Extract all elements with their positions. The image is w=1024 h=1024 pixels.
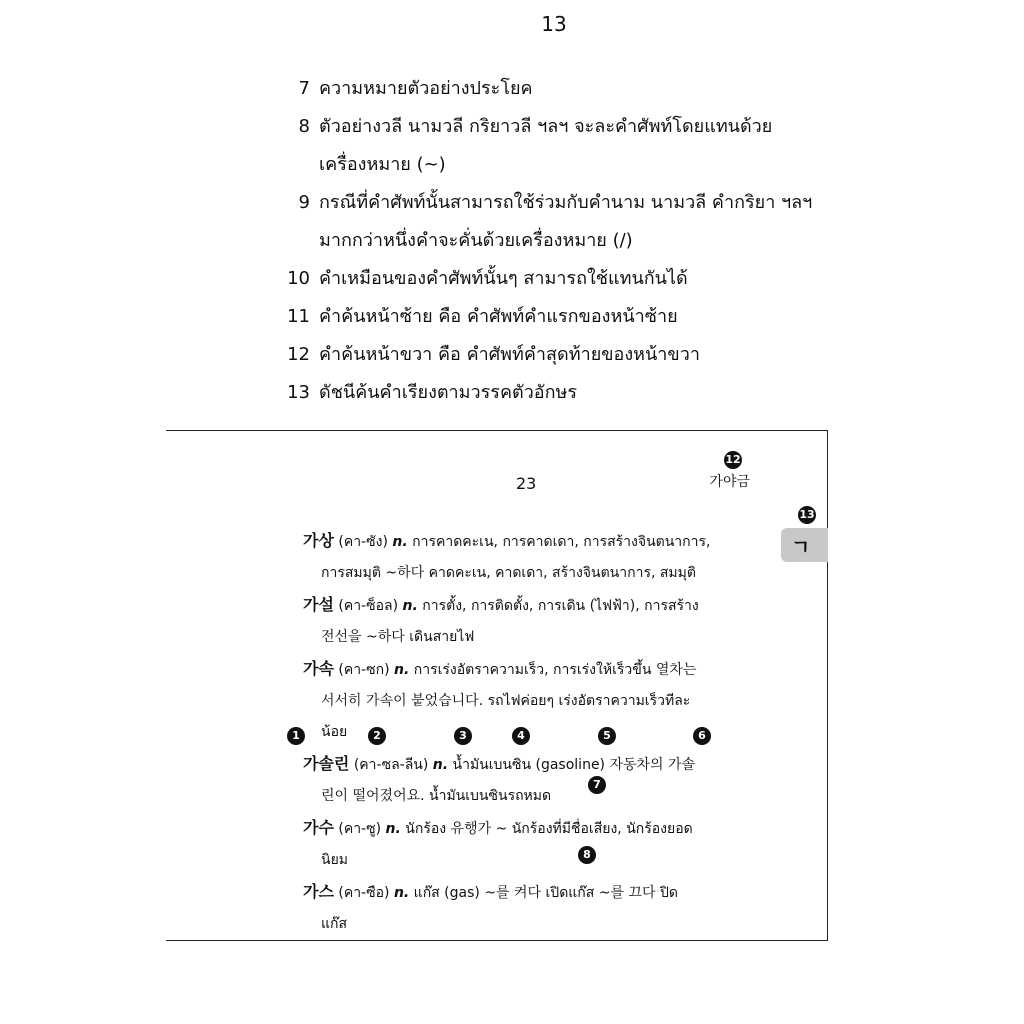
headword: 가솔린 [303, 754, 350, 773]
definition: แก๊ส (gas) ~를 켜다 เปิดแก๊ส ~를 끄다 ปิด [409, 885, 678, 901]
callout-badge-7: 7 [588, 776, 606, 794]
headword: 가수 [303, 818, 334, 837]
pronunciation: (คา-ซ็อล) [333, 598, 403, 614]
legend-text: ตัวอย่างวลี นามวลี กริยาวลี ฯลฯ จะละคำศัพท์โดยแทนด้วย เครื่องหมาย (~) [319, 116, 773, 175]
part-of-speech: n. [432, 757, 449, 773]
page-number: 13 [541, 12, 567, 36]
legend-number: 10 [287, 268, 310, 289]
legend-item [272, 70, 832, 108]
legend-text: ความหมายตัวอย่างประโยค [319, 78, 533, 99]
legend-item [272, 108, 832, 184]
legend-number: 9 [298, 192, 310, 213]
part-of-speech: n. [394, 662, 410, 678]
pronunciation: (คา-ซัง) [333, 534, 393, 550]
dictionary-entry [303, 525, 753, 589]
legend-item [272, 374, 832, 412]
callout-badge-12: 12 [724, 451, 742, 469]
legend-number: 12 [287, 344, 310, 365]
legend-number: 8 [298, 116, 310, 137]
legend-text: คำเหมือนของคำศัพท์นั้นๆ สามารถใช้แทนกันได้ [319, 268, 688, 289]
pronunciation: (คา-ซก) [333, 662, 395, 678]
part-of-speech: n. [402, 598, 418, 614]
dictionary-entry [303, 812, 753, 876]
callout-badge-8: 8 [578, 846, 596, 864]
callout-badge-6: 6 [693, 727, 711, 745]
definition: น้ำมันเบนซิน (gasoline) 자동차의 가솔 [448, 757, 696, 773]
callout-badge-2: 2 [368, 727, 386, 745]
definition: การตั้ง, การติดตั้ง, การเดิน (ไฟฟ้า), การสร้าง [417, 598, 699, 614]
index-tab [781, 528, 828, 562]
legend-item [272, 298, 832, 336]
definition-continuation: นิยม [321, 852, 349, 868]
definition: การคาดคะเน, การคาดเดา, การสร้างจินตนาการ, [407, 534, 711, 550]
definition: นักร้อง 유행가 ~ นักร้องที่มีชื่อเสียง, นักร้องยอด [400, 821, 693, 837]
callout-badge-13: 13 [798, 506, 816, 524]
callout-badge-3: 3 [454, 727, 472, 745]
legend-number: 7 [298, 78, 310, 99]
part-of-speech: n. [393, 885, 410, 901]
dictionary-entry [303, 748, 753, 812]
legend-text: ดัชนีค้นคำเรียงตามวรรคตัวอักษร [319, 382, 578, 403]
callout-badge-4: 4 [512, 727, 530, 745]
legend-item [272, 184, 832, 260]
dictionary-entry [303, 653, 753, 748]
definition-continuation: 전선을 ~하다 เดินสายไฟ [321, 629, 475, 645]
legend-number: 13 [287, 382, 310, 403]
headword: 가상 [303, 531, 334, 550]
part-of-speech: n. [385, 821, 401, 837]
part-of-speech: n. [392, 534, 408, 550]
legend-text: คำค้นหน้าขวา คือ คำศัพท์คำสุดท้ายของหน้าขวา [319, 344, 700, 365]
dictionary-entries [303, 525, 753, 940]
headword: 가스 [303, 882, 334, 901]
definition-continuation: แก๊ส [321, 916, 348, 932]
headword: 가속 [303, 659, 334, 678]
guide-word: 가야금 [709, 474, 750, 490]
dictionary-entry [303, 589, 753, 653]
pronunciation: (คา-ซล-ลีน) [349, 757, 433, 773]
headword: 가설 [303, 595, 334, 614]
legend-list [272, 70, 832, 412]
definition: การเร่งอัตราความเร็ว, การเร่งให้เร็วขึ้น 열차는 [409, 662, 697, 678]
definition-continuation: การสมมุติ ~하다 คาดคะเน, คาดเดา, สร้างจินตนาการ, สมมุติ [321, 565, 696, 581]
definition-continuation: น้อย [321, 724, 348, 740]
legend-number: 11 [287, 306, 310, 327]
dictionary-entry [303, 876, 753, 940]
pronunciation: (คา-ซู) [333, 821, 386, 837]
callout-badge-1: 1 [287, 727, 305, 745]
sample-page-number: 23 [516, 474, 537, 493]
definition-continuation: 린이 떨어졌어요. น้ำมันเบนซินรถหมด [321, 788, 552, 804]
legend-text: คำค้นหน้าซ้าย คือ คำศัพท์คำแรกของหน้าซ้าย [319, 306, 678, 327]
legend-item [272, 260, 832, 298]
callout-badge-5: 5 [598, 727, 616, 745]
definition-continuation: 서서히 가속이 붙었습니다. รถไฟค่อยๆ เร่งอัตราความเร็วทีละ [321, 693, 691, 709]
legend-item [272, 336, 832, 374]
pronunciation: (คา-ซือ) [333, 885, 394, 901]
index-tab-letter: ㄱ [791, 535, 811, 559]
legend-text: กรณีที่คำศัพท์นั้นสามารถใช้ร่วมกับคำนาม นามวลี คำกริยา ฯลฯ มากกว่าหนึ่งคำจะคั่นด้วยเครื่องหมาย (/) [319, 192, 813, 251]
